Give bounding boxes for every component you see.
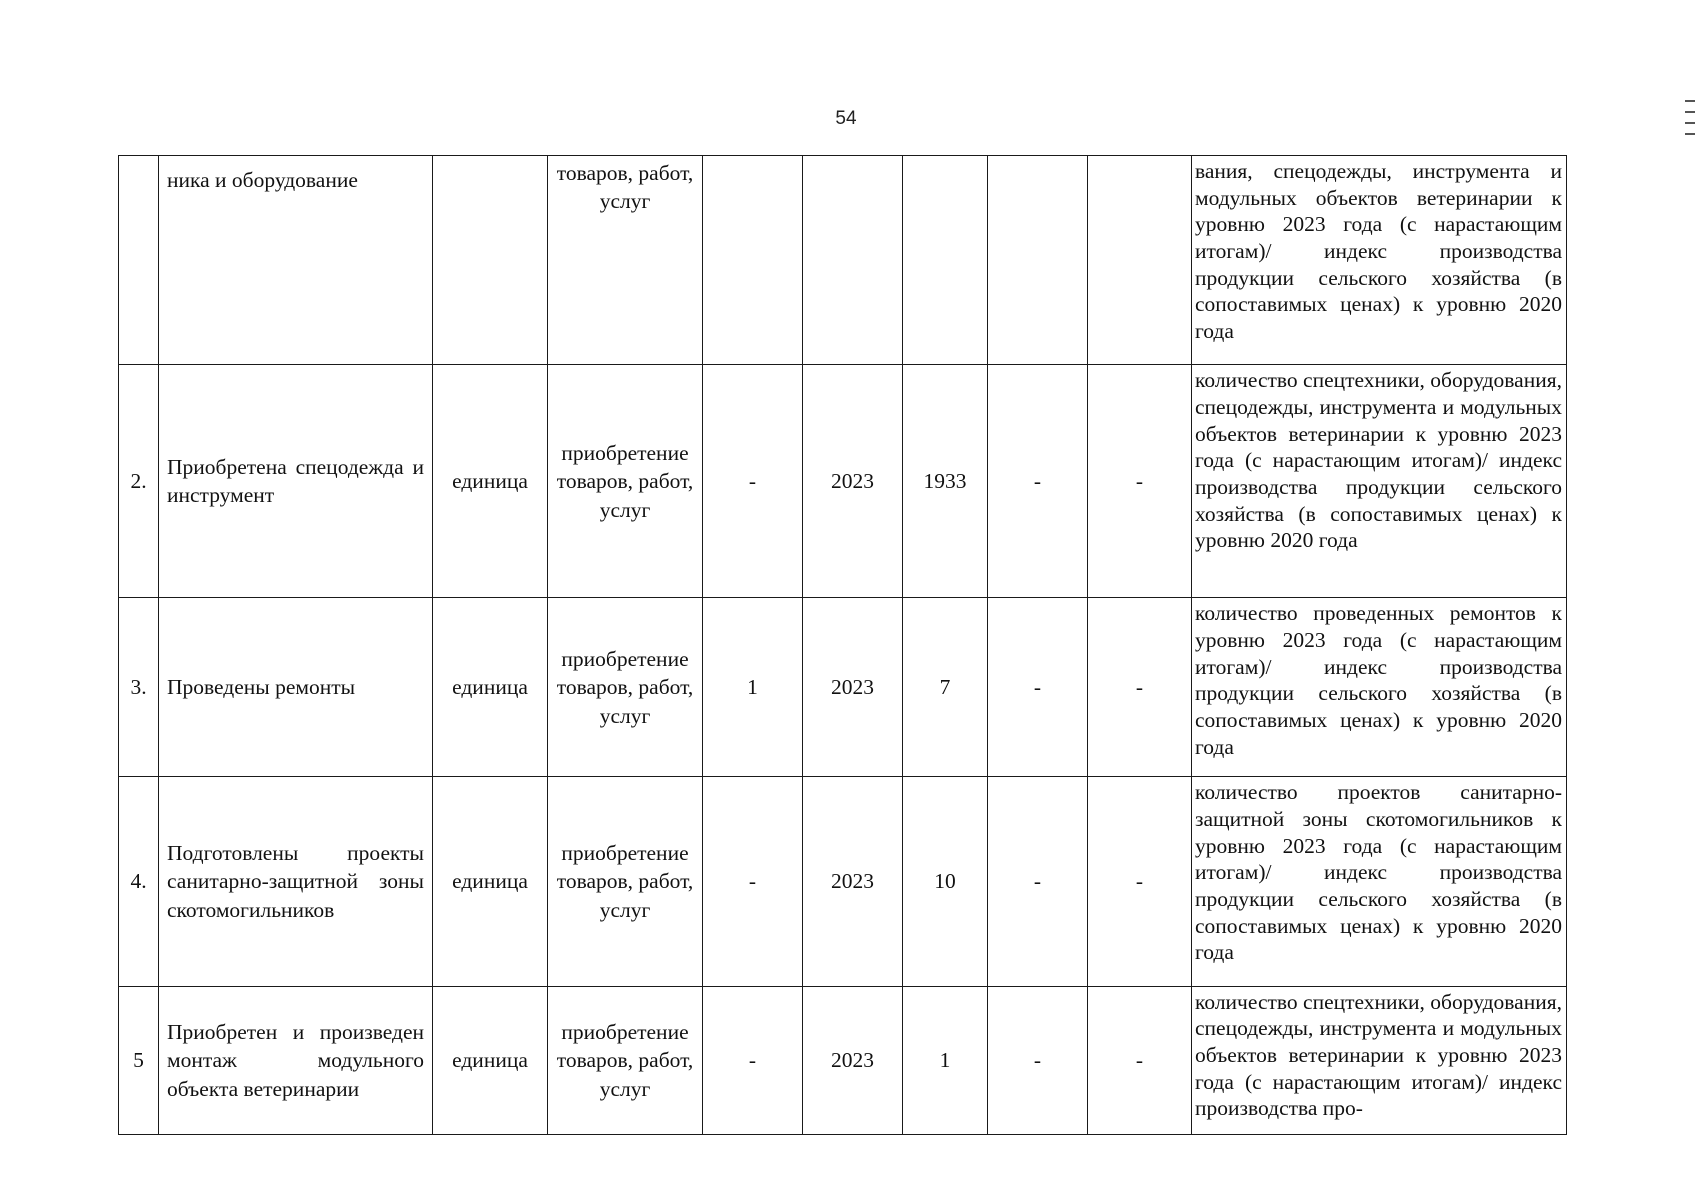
measure-name: Подготовлены проекты санитарно-защитной зоны скотомогильников	[159, 777, 433, 986]
row-number: 3.	[119, 598, 159, 777]
year-cell: 2023	[803, 365, 903, 598]
value-col-9: -	[1088, 598, 1192, 777]
base-value	[703, 156, 803, 365]
indicator-description: количество проектов санитарно-защитной зоны скотомогильников к уровню 2023 года (с нарастающим итогам)/ индекс производства продукции сельского хозяйства (в сопоставимых ценах) к уровню 2020 года	[1192, 777, 1567, 986]
table-row	[119, 986, 1567, 1134]
value-col-8: -	[988, 365, 1088, 598]
table-row	[119, 598, 1567, 777]
indicator-description: количество спецтехники, оборудования, спецодежды, инструмента и модульных объектов ветеринарии к уровню 2023 года (с нарастающим итогам)/ индекс производства продукции сельского хозяйства (в сопоставимых ценах) к уровню 2020 года	[1192, 365, 1567, 598]
target-value: 7	[903, 598, 988, 777]
measure-type: приобретение товаров, работ, услуг	[548, 986, 703, 1134]
value-col-9: -	[1088, 986, 1192, 1134]
indicator-description: вания, спецодежды, инструмента и модульных объектов ветеринарии к уровню 2023 года (с нарастающим итогам)/ индекс производства продукции сельского хозяйства (в сопоставимых ценах) к уровню 2020 года	[1192, 156, 1567, 365]
year-cell	[803, 156, 903, 365]
value-col-8: -	[988, 986, 1088, 1134]
table-row	[119, 777, 1567, 986]
indicator-description: количество спецтехники, оборудования, спецодежды, инструмента и модульных объектов ветеринарии к уровню 2023 года (с нарастающим итогам)/ индекс производства про-	[1192, 986, 1567, 1134]
measure-name: ника и оборудование	[159, 156, 433, 365]
target-value	[903, 156, 988, 365]
year-cell: 2023	[803, 986, 903, 1134]
unit-cell: единица	[433, 365, 548, 598]
table-row	[119, 156, 1567, 365]
target-value: 10	[903, 777, 988, 986]
unit-cell	[433, 156, 548, 365]
row-number: 5	[119, 986, 159, 1134]
measures-table	[118, 155, 1567, 1135]
row-number: 4.	[119, 777, 159, 986]
measure-type: товаров, работ, услуг	[548, 156, 703, 365]
value-col-9: -	[1088, 777, 1192, 986]
base-value: -	[703, 986, 803, 1134]
value-col-8: -	[988, 777, 1088, 986]
measure-type: приобретение товаров, работ, услуг	[548, 777, 703, 986]
unit-cell: единица	[433, 777, 548, 986]
base-value: 1	[703, 598, 803, 777]
unit-cell: единица	[433, 986, 548, 1134]
value-col-9: -	[1088, 365, 1192, 598]
value-col-8	[988, 156, 1088, 365]
measure-name: Проведены ремонты	[159, 598, 433, 777]
value-col-9	[1088, 156, 1192, 365]
measure-type: приобретение товаров, работ, услуг	[548, 365, 703, 598]
base-value: -	[703, 365, 803, 598]
unit-cell: единица	[433, 598, 548, 777]
target-value: 1	[903, 986, 988, 1134]
year-cell: 2023	[803, 777, 903, 986]
measure-type: приобретение товаров, работ, услуг	[548, 598, 703, 777]
row-number: 2.	[119, 365, 159, 598]
base-value: -	[703, 777, 803, 986]
scan-edge-marks	[1685, 100, 1697, 144]
page-number: 54	[835, 108, 857, 129]
value-col-8: -	[988, 598, 1088, 777]
year-cell: 2023	[803, 598, 903, 777]
measure-name: Приобретена спецодежда и инструмент	[159, 365, 433, 598]
row-number	[119, 156, 159, 365]
measure-name: Приобретен и произведен монтаж модульного объекта ветеринарии	[159, 986, 433, 1134]
table-row	[119, 365, 1567, 598]
target-value: 1933	[903, 365, 988, 598]
indicator-description: количество проведенных ремонтов к уровню 2023 года (с нарастающим итогам)/ индекс производства продукции сельского хозяйства (в сопоставимых ценах) к уровню 2020 года	[1192, 598, 1567, 777]
